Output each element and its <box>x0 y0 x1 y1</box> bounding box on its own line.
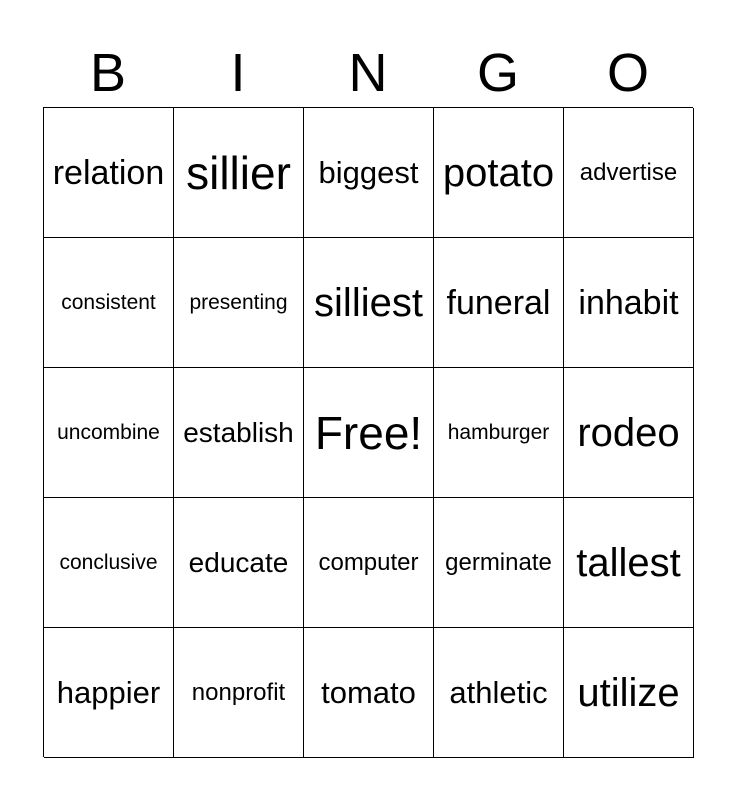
header-letter-o: O <box>606 43 649 103</box>
bingo-cell: sillier <box>174 108 304 238</box>
bingo-cell: tomato <box>304 628 434 758</box>
bingo-cell: establish <box>174 368 304 498</box>
header-letter-b: B <box>89 43 127 103</box>
free-space-cell: Free! <box>304 368 434 498</box>
bingo-cell: funeral <box>434 238 564 368</box>
bingo-cell: rodeo <box>564 368 694 498</box>
bingo-cell: educate <box>174 498 304 628</box>
header-letter-g: G <box>476 43 519 103</box>
bingo-cell: computer <box>304 498 434 628</box>
header-letter-i: I <box>230 43 246 103</box>
bingo-cell: nonprofit <box>174 628 304 758</box>
bingo-cell: consistent <box>44 238 174 368</box>
bingo-cell: athletic <box>434 628 564 758</box>
bingo-cell: germinate <box>434 498 564 628</box>
bingo-cell: silliest <box>304 238 434 368</box>
bingo-cell: relation <box>44 108 174 238</box>
bingo-header <box>43 40 693 106</box>
bingo-cell: presenting <box>174 238 304 368</box>
bingo-cell: hamburger <box>434 368 564 498</box>
bingo-cell: utilize <box>564 628 694 758</box>
bingo-cell: happier <box>44 628 174 758</box>
bingo-cell: tallest <box>564 498 694 628</box>
bingo-cell: uncombine <box>44 368 174 498</box>
header-letter-n: N <box>348 43 388 103</box>
bingo-cell: potato <box>434 108 564 238</box>
bingo-board <box>43 107 693 757</box>
bingo-cell: advertise <box>564 108 694 238</box>
bingo-cell: biggest <box>304 108 434 238</box>
bingo-cell: conclusive <box>44 498 174 628</box>
bingo-cell: inhabit <box>564 238 694 368</box>
